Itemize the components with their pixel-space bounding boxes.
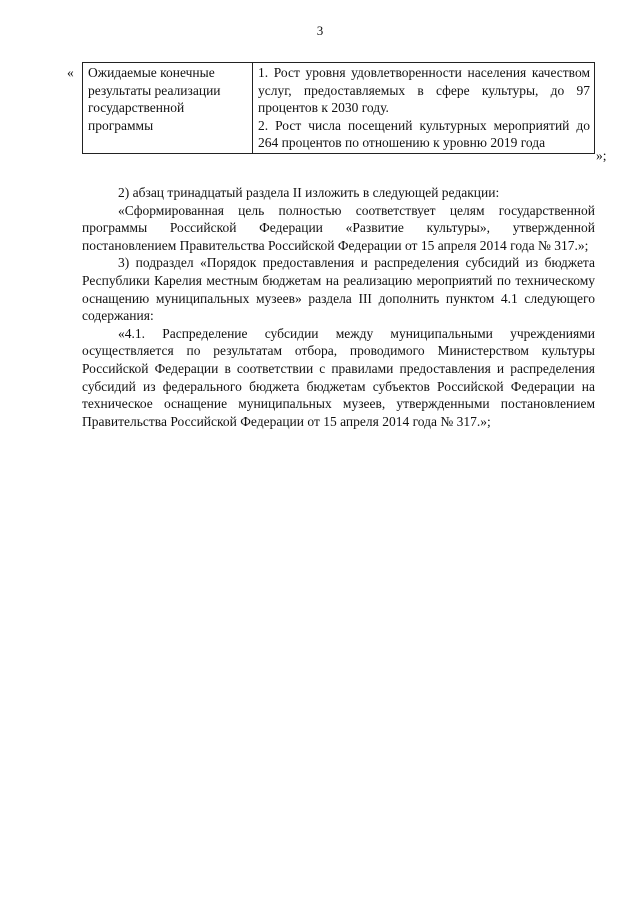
table-row xyxy=(83,63,595,154)
paragraph-clause-4-1: «4.1. Распределение субсидии между муниципальными учреждениями осуществляется по результатам отбора, проводимого Министерством культуры Российской Федерации в соответствии с правилами предоставления и распределения субсидий из федерального бюджета бюджетам субъектов Российской Федерации на техническое оснащение муниципальных музеев, утвержденными постановлением Правительства Российской Федерации от 15 апреля 2014 года № 317.»; xyxy=(82,325,595,429)
table-label-cell: Ожидаемые конечные результаты реализации государственной программы xyxy=(83,63,253,154)
paragraph-new-wording: «Сформированная цель полностью соответствует целям государственной программы Российской Федерации «Развитие культуры», утвержденной постановлением Правительства Российской Федерации от 15 апреля 2014 года № 317.»; xyxy=(82,202,595,253)
paragraph-item-2: 2) абзац тринадцатый раздела II изложить в следующей редакции: xyxy=(118,185,500,200)
result-item-2: 2. Рост числа посещений культурных мероприятий до 264 процентов по отношению к уровню 2019 года xyxy=(258,117,590,151)
page-number: 3 xyxy=(316,23,324,38)
body-text xyxy=(82,184,595,430)
table-close-quote: »; xyxy=(596,148,607,163)
paragraph-item-3: 3) подраздел «Порядок предоставления и распределения субсидий из бюджета Республики Карелия местным бюджетам на реализацию мероприятий по техническому оснащению муниципальных музеев» раздела III дополнить пунктом 4.1 следующего содержания: xyxy=(82,255,595,324)
expected-results-table xyxy=(82,62,595,154)
table-open-quote: « xyxy=(67,65,74,80)
result-item-1: 1. Рост уровня удовлетворенности населения качеством услуг, предоставляемых в сфере культуры, до 97 процентов к 2030 году. xyxy=(258,65,590,116)
table-value-cell xyxy=(253,63,595,154)
